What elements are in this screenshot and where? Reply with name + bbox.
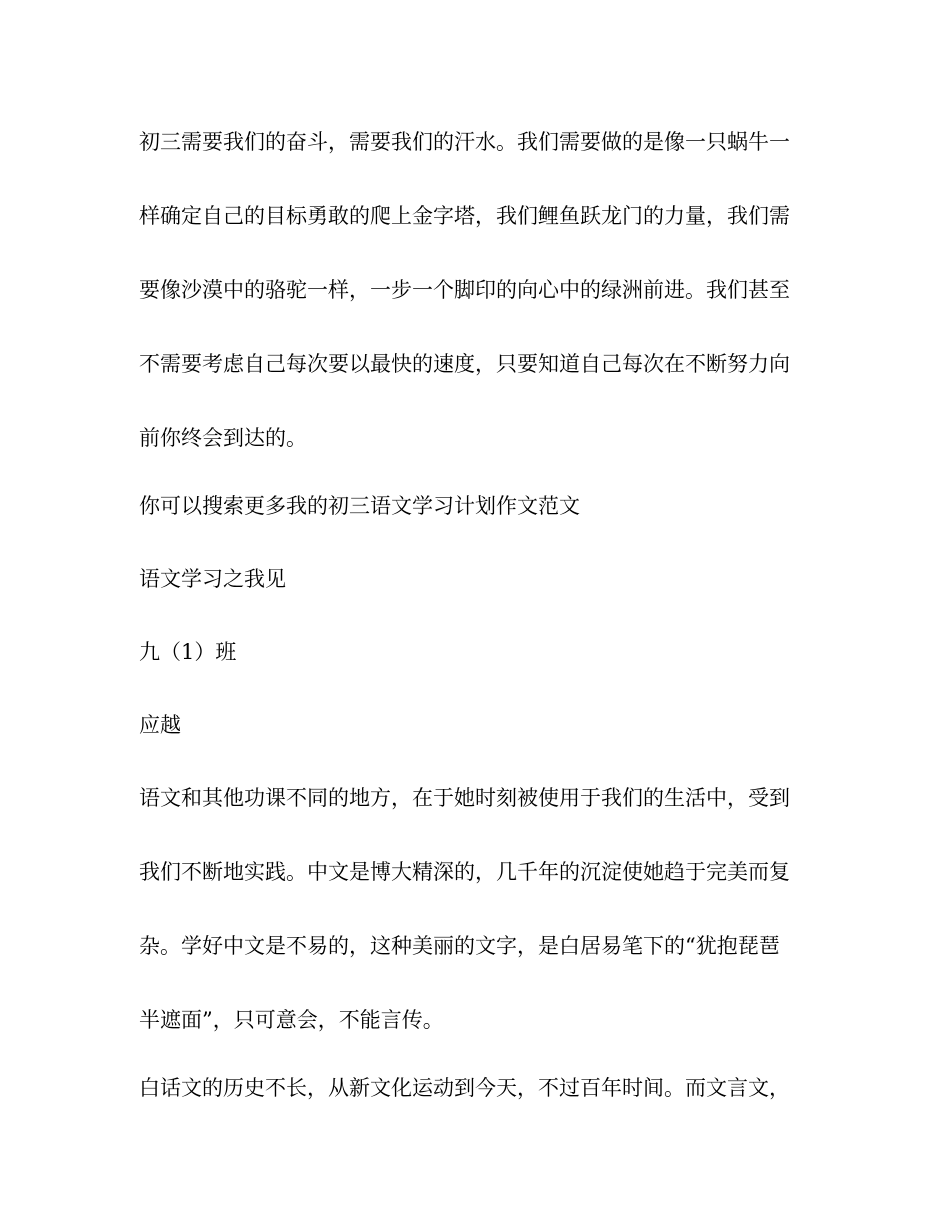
search-more-line: 你可以搜索更多我的初三语文学习计划作文范文 xyxy=(139,494,580,518)
paragraph-2-line-1: 语文和其他功课不同的地方，在于她时刻被使用于我们的生活中，受到 xyxy=(139,786,790,810)
paragraph-1-line-3: 要像沙漠中的骆驼一样，一步一个脚印的向心中的绿洲前进。我们甚至 xyxy=(139,278,790,302)
essay-title: 语文学习之我见 xyxy=(139,567,286,591)
paragraph-3-line-1: 白话文的历史不长，从新文化运动到今天，不过百年时间。而文言文， xyxy=(139,1076,790,1100)
paragraph-1-line-2: 样确定自己的目标勇敢的爬上金字塔，我们鲤鱼跃龙门的力量，我们需 xyxy=(139,204,790,228)
author-name: 应越 xyxy=(139,713,181,737)
paragraph-1-line-5: 前你终会到达的。 xyxy=(139,426,307,450)
class-name: 九（1）班 xyxy=(139,640,237,664)
paragraph-2-line-4: 半遮面”，只可意会，不能言传。 xyxy=(139,1008,444,1032)
paragraph-1-line-4: 不需要考虑自己每次要以最快的速度，只要知道自己每次在不断努力向 xyxy=(139,352,790,376)
paragraph-2-line-2: 我们不断地实践。中文是博大精深的，几千年的沉淀使她趋于完美而复 xyxy=(139,860,790,884)
paragraph-1-line-1: 初三需要我们的奋斗，需要我们的汗水。我们需要做的是像一只蜗牛一 xyxy=(139,130,790,154)
paragraph-2-line-3: 杂。学好中文是不易的，这种美丽的文字，是白居易笔下的“犹抱琵琶 xyxy=(139,934,780,958)
